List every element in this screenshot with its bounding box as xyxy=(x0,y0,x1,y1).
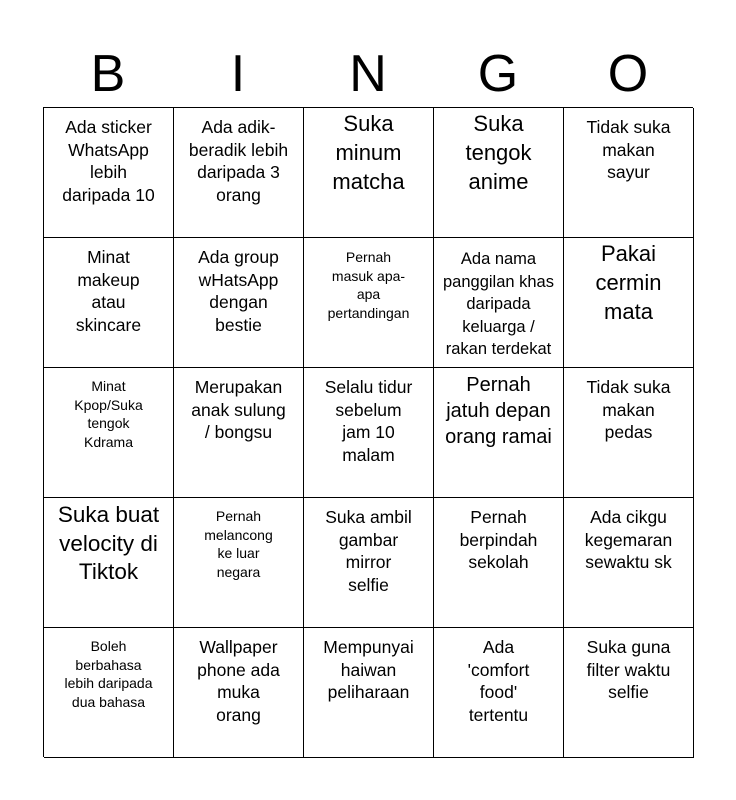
bingo-cell[interactable] xyxy=(434,368,564,498)
cell-text: Merupakan anak sulung / bongsu xyxy=(191,377,286,442)
header-letter-i: I xyxy=(230,45,246,103)
cell-text: Pernah melancong ke luar negara xyxy=(204,508,273,580)
bingo-cell[interactable] xyxy=(44,238,174,368)
bingo-cell[interactable] xyxy=(304,238,434,368)
bingo-cell[interactable] xyxy=(564,368,694,498)
header-letter-n: N xyxy=(349,45,387,103)
cell-text: Suka minum matcha xyxy=(332,111,405,194)
bingo-cell[interactable] xyxy=(434,628,564,758)
cell-text: Mempunyai haiwan peliharaan xyxy=(323,637,414,702)
bingo-cell[interactable] xyxy=(434,238,564,368)
cell-text: Ada 'comfort food' tertentu xyxy=(467,637,530,725)
cell-text: Pernah berpindah sekolah xyxy=(459,507,538,572)
cell-text: Suka buat velocity di Tiktok xyxy=(57,502,160,584)
cell-text: Ada adik-beradik lebih daripada 3 orang xyxy=(188,117,289,205)
bingo-cell[interactable] xyxy=(434,498,564,628)
bingo-cell[interactable] xyxy=(304,108,434,238)
bingo-cell[interactable] xyxy=(304,498,434,628)
bingo-cell[interactable] xyxy=(174,238,304,368)
cell-text: Ada sticker WhatsApp lebih daripada 10 xyxy=(62,117,155,205)
bingo-cell[interactable] xyxy=(564,108,694,238)
bingo-cell[interactable] xyxy=(304,368,434,498)
bingo-cell[interactable] xyxy=(44,628,174,758)
cell-text: Selalu tidur sebelum jam 10 malam xyxy=(324,377,413,465)
cell-text: Ada cikgu kegemaran sewaktu sk xyxy=(584,507,673,572)
bingo-header xyxy=(43,40,693,108)
header-letter-b: B xyxy=(90,45,126,103)
bingo-grid xyxy=(43,107,693,757)
bingo-cell[interactable] xyxy=(434,108,564,238)
cell-text: Suka ambil gambar mirror selfie xyxy=(325,507,412,595)
bingo-cell[interactable] xyxy=(304,628,434,758)
cell-text: Minat makeup atau skincare xyxy=(75,247,142,335)
bingo-cell[interactable] xyxy=(44,368,174,498)
bingo-cell[interactable] xyxy=(44,498,174,628)
cell-text: Pernah masuk apa-apa pertandingan xyxy=(327,249,410,321)
bingo-cell[interactable] xyxy=(174,628,304,758)
cell-text: Wallpaper phone ada muka orang xyxy=(197,637,280,725)
cell-text: Pernah jatuh depan orang ramai xyxy=(445,374,552,448)
header-letter-g: G xyxy=(477,45,519,103)
bingo-cell[interactable] xyxy=(174,498,304,628)
cell-text: Suka tengok anime xyxy=(465,111,532,194)
bingo-cell[interactable] xyxy=(564,498,694,628)
cell-text: Ada nama panggilan khas daripada keluarga / rakan terdekat xyxy=(442,250,554,358)
cell-text: Boleh berbahasa lebih daripada dua bahasa xyxy=(64,638,153,710)
bingo-cell[interactable] xyxy=(564,238,694,368)
cell-text: Pakai cermin mata xyxy=(595,241,662,324)
cell-text: Tidak suka makan sayur xyxy=(586,117,671,182)
bingo-cell[interactable] xyxy=(174,108,304,238)
bingo-cell[interactable] xyxy=(174,368,304,498)
cell-text: Minat Kpop/Suka tengok Kdrama xyxy=(74,378,143,450)
cell-text: Ada group wHatsApp dengan bestie xyxy=(198,247,279,335)
header-letter-o: O xyxy=(607,45,649,103)
bingo-cell[interactable] xyxy=(44,108,174,238)
cell-text: Suka guna filter waktu selfie xyxy=(586,637,671,702)
bingo-cell[interactable] xyxy=(564,628,694,758)
cell-text: Tidak suka makan pedas xyxy=(586,377,671,442)
